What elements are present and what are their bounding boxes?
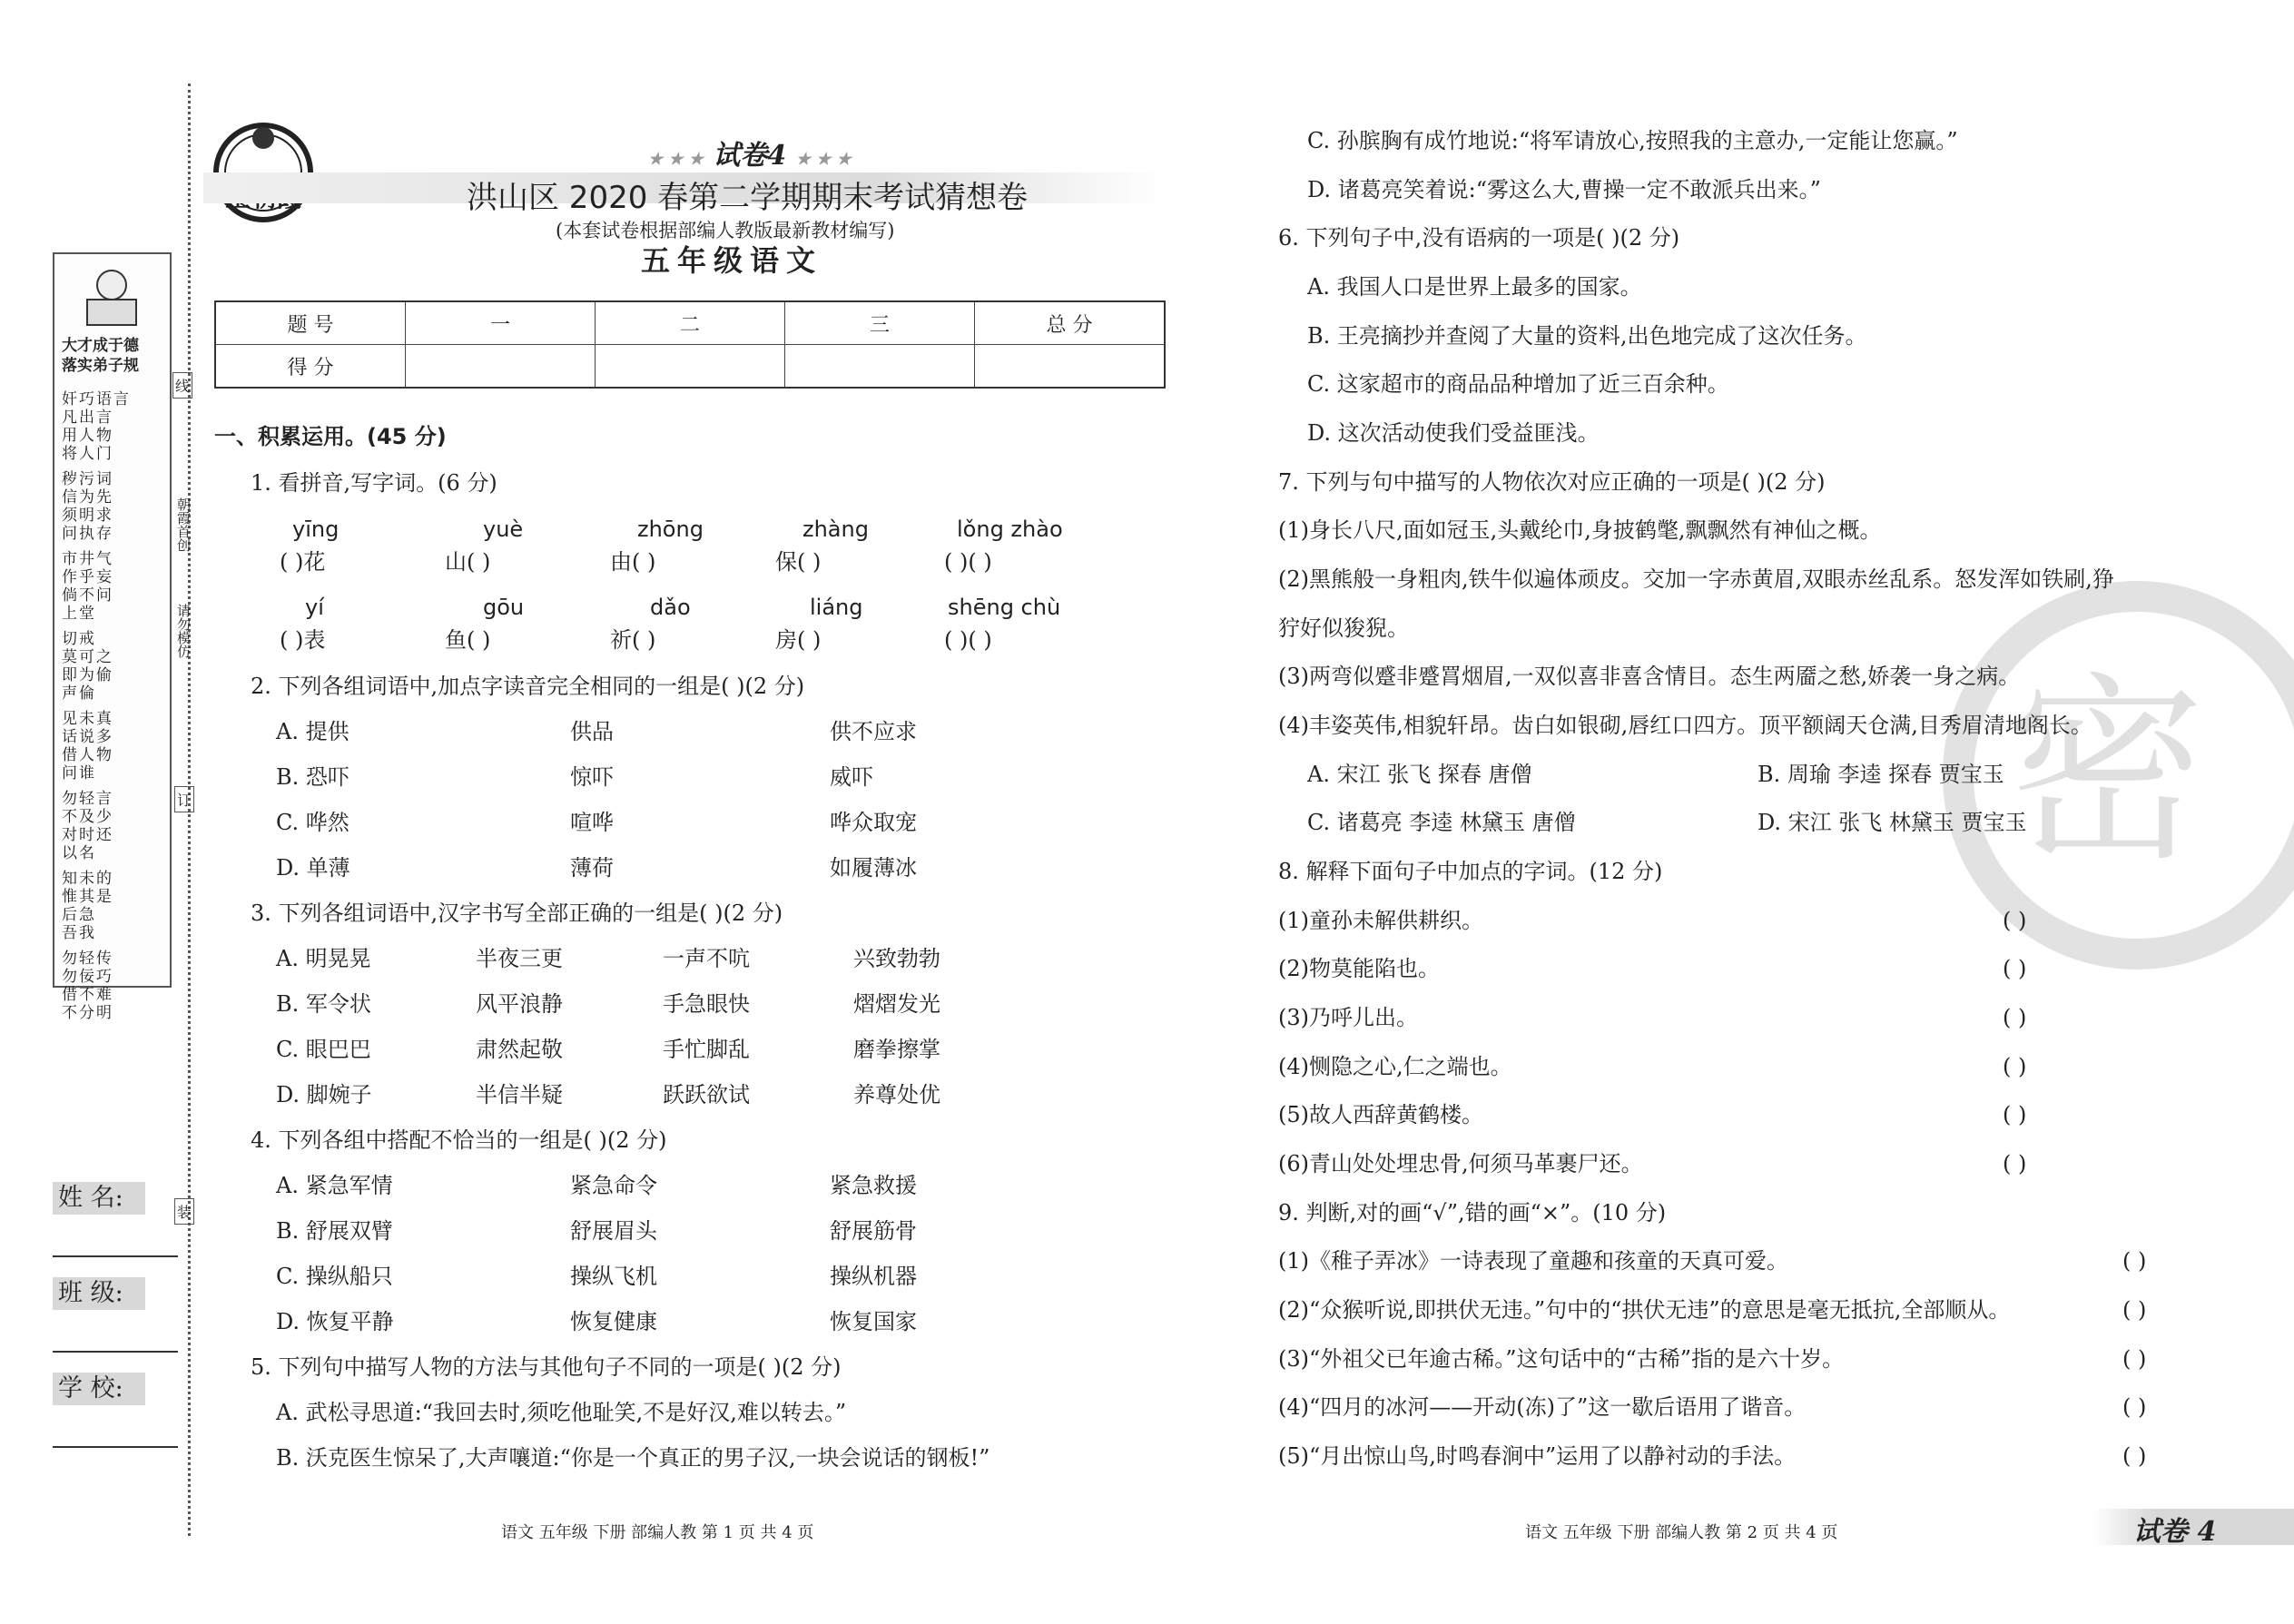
q9-item: (1)《稚子弄冰》一诗表现了童趣和孩童的天真可爱。: [1278, 1248, 1788, 1274]
option: 兴致勃勃: [853, 946, 940, 971]
answer-blank[interactable]: ( ): [2003, 908, 2027, 933]
pinyin: yí: [305, 595, 324, 620]
option: A. 提供: [276, 719, 350, 744]
option: D. 恢复平静: [276, 1309, 394, 1334]
q1-stem: 1. 看拼音,写字词。(6 分): [251, 470, 497, 496]
pinyin: lǒng zhào: [957, 517, 1063, 542]
option: B. 周瑜 李逵 探春 贾宝玉: [1757, 762, 2004, 787]
answer-blank[interactable]: ( ): [2003, 1054, 2027, 1079]
option: 熠熠发光: [853, 991, 940, 1017]
option: 跃跃欲试: [663, 1082, 750, 1107]
option: D. 诸葛亮笑着说:“雾这么大,曹操一定不敢派兵出来。”: [1307, 177, 1821, 202]
q8-stem: 8. 解释下面句子中加点的字词。(12 分): [1278, 859, 1663, 884]
page-footer-2: 语文 五年级 下册 部编人教 第 2 页 共 4 页: [1525, 1523, 1838, 1542]
option: D. 这次活动使我们受益匪浅。: [1307, 420, 1600, 446]
exam-note: (本套试卷根据部编人教版最新教材编写): [556, 220, 895, 241]
option: 紧急救援: [830, 1173, 917, 1198]
answer-blank[interactable]: ( ): [2003, 1151, 2027, 1176]
word-blank[interactable]: ( )( ): [944, 627, 992, 653]
name-field[interactable]: [53, 1255, 178, 1257]
option: C. 这家超市的商品品种增加了近三百余种。: [1307, 371, 1729, 397]
score-table-header: 三: [785, 301, 975, 345]
option: 恢复健康: [570, 1309, 657, 1334]
judge-blank[interactable]: ( ): [2122, 1248, 2147, 1274]
pinyin: shēng chù: [948, 595, 1061, 620]
q8-item: (3)乃呼儿出。: [1278, 1005, 1418, 1030]
slogan-2: 落实弟子规: [62, 357, 139, 375]
q2-stem: 2. 下列各组词语中,加点字读音完全相同的一组是( )(2 分): [251, 674, 805, 699]
option: C. 孙膑胸有成竹地说:“将军请放心,按照我的主意办,一定能让您赢。”: [1307, 128, 1958, 153]
pinyin: gōu: [483, 595, 525, 620]
option: 磨拳擦掌: [853, 1037, 940, 1062]
side-mark-line: 线: [172, 372, 192, 399]
answer-blank[interactable]: ( ): [2003, 1102, 2027, 1127]
q7-text: (3)两弯似蹙非蹙罥烟眉,一双似喜非喜含情目。态生两靥之愁,娇袭一身之病。: [1278, 664, 2021, 689]
judge-blank[interactable]: ( ): [2122, 1443, 2147, 1469]
pinyin: zhàng: [802, 517, 869, 542]
q3-stem: 3. 下列各组词语中,汉字书写全部正确的一组是( )(2 分): [251, 901, 783, 926]
option: 舒展眉头: [570, 1218, 657, 1244]
exam-title: 洪山区 2020 春第二学期期末考试猜想卷: [467, 180, 1029, 216]
pinyin: dǎo: [650, 595, 691, 620]
pinyin: zhōng: [637, 517, 704, 542]
word-blank[interactable]: 山( ): [445, 549, 491, 575]
class-label: 班 级:: [53, 1277, 145, 1310]
q8-item: (2)物莫能陷也。: [1278, 956, 1440, 981]
option: D. 脚婉子: [276, 1082, 372, 1107]
score-table-header: 总 分: [975, 301, 1166, 345]
class-field[interactable]: [53, 1351, 178, 1353]
option: 威吓: [830, 764, 873, 790]
score-table-label: 得 分: [215, 345, 406, 389]
word-blank[interactable]: 祈( ): [610, 627, 656, 653]
score-cell[interactable]: [975, 345, 1166, 389]
side-mark-nocopy: 请勿模仿: [175, 604, 192, 658]
name-label: 姓 名:: [53, 1182, 145, 1215]
q9-stem: 9. 判断,对的画“√”,错的画“×”。(10 分): [1278, 1200, 1667, 1225]
page-footer-1: 语文 五年级 下册 部编人教 第 1 页 共 4 页: [501, 1523, 814, 1542]
option: 紧急命令: [570, 1173, 657, 1198]
judge-blank[interactable]: ( ): [2122, 1346, 2147, 1372]
word-blank[interactable]: ( )花: [280, 549, 326, 575]
option: A. 紧急军情: [276, 1173, 393, 1198]
option: 供品: [570, 719, 614, 744]
score-table: [214, 300, 1166, 389]
option: C. 诸葛亮 李逵 林黛玉 唐僧: [1307, 810, 1576, 835]
judge-blank[interactable]: ( ): [2122, 1297, 2147, 1323]
q4-stem: 4. 下列各组中搭配不恰当的一组是( )(2 分): [251, 1127, 667, 1153]
q9-item: (3)“外祖父已年逾古稀。”这句话中的“古稀”指的是六十岁。: [1278, 1346, 1845, 1372]
school-label: 学 校:: [53, 1373, 145, 1405]
option: B. 王亮摘抄并查阅了大量的资料,出色地完成了这次任务。: [1307, 323, 1867, 349]
option: D. 单薄: [276, 855, 350, 881]
option: C. 眼巴巴: [276, 1037, 371, 1062]
q9-item: (4)“四月的冰河——开动(冻)了”这一歇后语用了谐音。: [1278, 1394, 1807, 1420]
q8-item: (4)恻隐之心,仁之端也。: [1278, 1054, 1512, 1079]
option: A. 我国人口是世界上最多的国家。: [1307, 274, 1642, 300]
answer-blank[interactable]: ( ): [2003, 956, 2027, 981]
option: A. 宋江 张飞 探春 唐僧: [1307, 762, 1532, 787]
score-cell[interactable]: [785, 345, 975, 389]
q7-text: (1)身长八尺,面如冠玉,头戴纶巾,身披鹤氅,飘飘然有神仙之概。: [1278, 517, 1882, 543]
q8-item: (5)故人西辞黄鹤楼。: [1278, 1102, 1483, 1127]
option: 手忙脚乱: [663, 1037, 750, 1062]
option: 操纵飞机: [570, 1264, 657, 1289]
corner-label: 试卷 4: [2133, 1516, 2217, 1548]
option: 恢复国家: [830, 1309, 917, 1334]
side-mark-first: 朝霞首创: [175, 497, 192, 552]
series-label: ★ ★ ★ 试卷4 ★ ★ ★: [648, 140, 852, 172]
q7-stem: 7. 下列与句中描写的人物依次对应正确的一项是( )(2 分): [1278, 469, 1826, 495]
option: 舒展筋骨: [830, 1218, 917, 1244]
side-mark-ding: 订: [174, 786, 194, 812]
side-mark-zhuang: 装: [174, 1198, 194, 1225]
q7-text: (4)丰姿英伟,相貌轩昂。齿白如银砌,唇红口四方。顶平额阔天仓满,目秀眉清地阁长。: [1278, 713, 2092, 738]
answer-blank[interactable]: ( ): [2003, 1005, 2027, 1030]
pinyin: liáng: [810, 595, 863, 620]
scholar-icon: [54, 260, 170, 332]
q9-item: (5)“月出惊山鸟,时鸣春涧中”运用了以静衬动的手法。: [1278, 1443, 1797, 1469]
option: 喧哗: [570, 810, 614, 835]
option: 一声不吭: [663, 946, 750, 971]
word-blank[interactable]: 鱼( ): [445, 627, 491, 653]
score-cell[interactable]: [596, 345, 785, 389]
score-table-header: 二: [596, 301, 785, 345]
option: C. 操纵船只: [276, 1264, 393, 1289]
option: A. 武松寻思道:“我回去时,须吃他耻笑,不是好汉,难以转去。”: [276, 1400, 847, 1425]
option: 惊吓: [570, 764, 614, 790]
sidebar-motto-box: [53, 252, 172, 1022]
option: A. 明晃晃: [276, 946, 371, 971]
q7-text: 狞好似狻猊。: [1278, 615, 1409, 641]
option: 手急眼快: [663, 991, 750, 1017]
option: 半信半疑: [476, 1082, 563, 1107]
option: 半夜三更: [476, 946, 563, 971]
word-blank[interactable]: ( )表: [280, 627, 326, 653]
pinyin: yīng: [292, 517, 340, 542]
school-field[interactable]: [53, 1446, 178, 1448]
option: 哗众取宠: [830, 810, 917, 835]
word-blank[interactable]: 房( ): [775, 627, 822, 653]
option: 薄荷: [570, 855, 614, 881]
option: B. 舒展双臂: [276, 1218, 393, 1244]
judge-blank[interactable]: ( ): [2122, 1394, 2147, 1420]
watermark-text: 密: [2006, 655, 2207, 888]
word-blank[interactable]: 保( ): [775, 549, 822, 575]
q9-item: (2)“众猴听说,即拱伏无违。”句中的“拱伏无违”的意思是毫无抵抗,全部顺从。: [1278, 1297, 2011, 1323]
word-blank[interactable]: ( )( ): [944, 549, 992, 575]
score-cell[interactable]: [406, 345, 596, 389]
word-blank[interactable]: 由( ): [610, 549, 656, 575]
option: B. 军令状: [276, 991, 371, 1017]
q7-text: (2)黑熊般一身粗肉,铁牛似遍体顽皮。交加一字赤黄眉,双眼赤丝乱系。怒发浑如铁刷,狰: [1278, 566, 2114, 592]
option: 供不应求: [830, 719, 917, 744]
q8-item: (1)童孙未解供耕织。: [1278, 908, 1483, 933]
exam-subject: 五年级语文: [641, 243, 823, 278]
section-1-title: 一、积累运用。(45 分): [214, 424, 447, 449]
option: 操纵机器: [830, 1264, 917, 1289]
q6-stem: 6. 下列句子中,没有语病的一项是( )(2 分): [1278, 225, 1680, 251]
option: 如履薄冰: [830, 855, 917, 881]
option: 肃然起敬: [476, 1037, 563, 1062]
option: B. 恐吓: [276, 764, 350, 790]
score-table-header: 题 号: [215, 301, 406, 345]
option: C. 哗然: [276, 810, 350, 835]
q5-stem: 5. 下列句中描写人物的方法与其他句子不同的一项是( )(2 分): [251, 1354, 842, 1380]
score-table-header: 一: [406, 301, 596, 345]
option: 风平浪静: [476, 991, 563, 1017]
q8-item: (6)青山处处埋忠骨,何须马革裹尸还。: [1278, 1151, 1643, 1176]
option: 养尊处优: [853, 1082, 940, 1107]
option: B. 沃克医生惊呆了,大声嚷道:“你是一个真正的男子汉,一块会说话的钢板!”: [276, 1445, 990, 1471]
option: D. 宋江 张飞 林黛玉 贾宝玉: [1757, 810, 2027, 835]
pinyin: yuè: [483, 517, 524, 542]
motto-text: 奸巧语言 凡出言 用人物 将人门 秽污词 信为先 须明求 问执存 市井气 作乎妄 倘不问 上堂 切戒 莫可之 即为偷 声倫 见未真 话说多 借人物 问谁 勿轻言 不及少 对时还 以名 知未的 惟其是 后急 吾我 勿轻传 勿佞巧 借不难 不分明: [62, 390, 131, 1022]
slogan-1: 大才成于德: [62, 337, 139, 355]
